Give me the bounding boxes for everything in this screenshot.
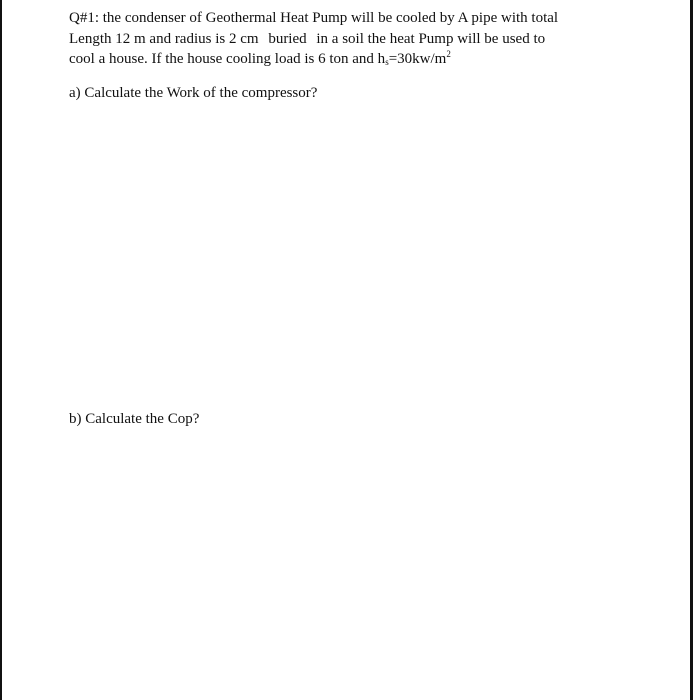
question-line-2-part-b: buried [268, 30, 307, 47]
part-a-question: a) Calculate the Work of the compressor? [69, 85, 318, 101]
question-line-3-value: =30kw/m [388, 51, 447, 67]
question-text [69, 8, 629, 70]
page-left-border [0, 0, 2, 700]
question-line-1: Q#1: the condenser of Geothermal Heat Pump will be cooled by A pipe with total [69, 10, 559, 26]
question-line-2-part-a: Length 12 m and radius is 2 cm [69, 30, 259, 47]
squared-superscript: 2 [446, 49, 451, 59]
question-line-3-prefix: cool a house. If the house cooling load is 6 ton and h [69, 51, 386, 67]
question-line-2 [69, 29, 629, 50]
question-line-3 [69, 49, 629, 70]
question-line-2-part-c: in a soil the heat Pump will be used to [316, 30, 546, 47]
part-b-question: b) Calculate the Cop? [69, 411, 200, 427]
hs-subscript: s [385, 57, 389, 67]
